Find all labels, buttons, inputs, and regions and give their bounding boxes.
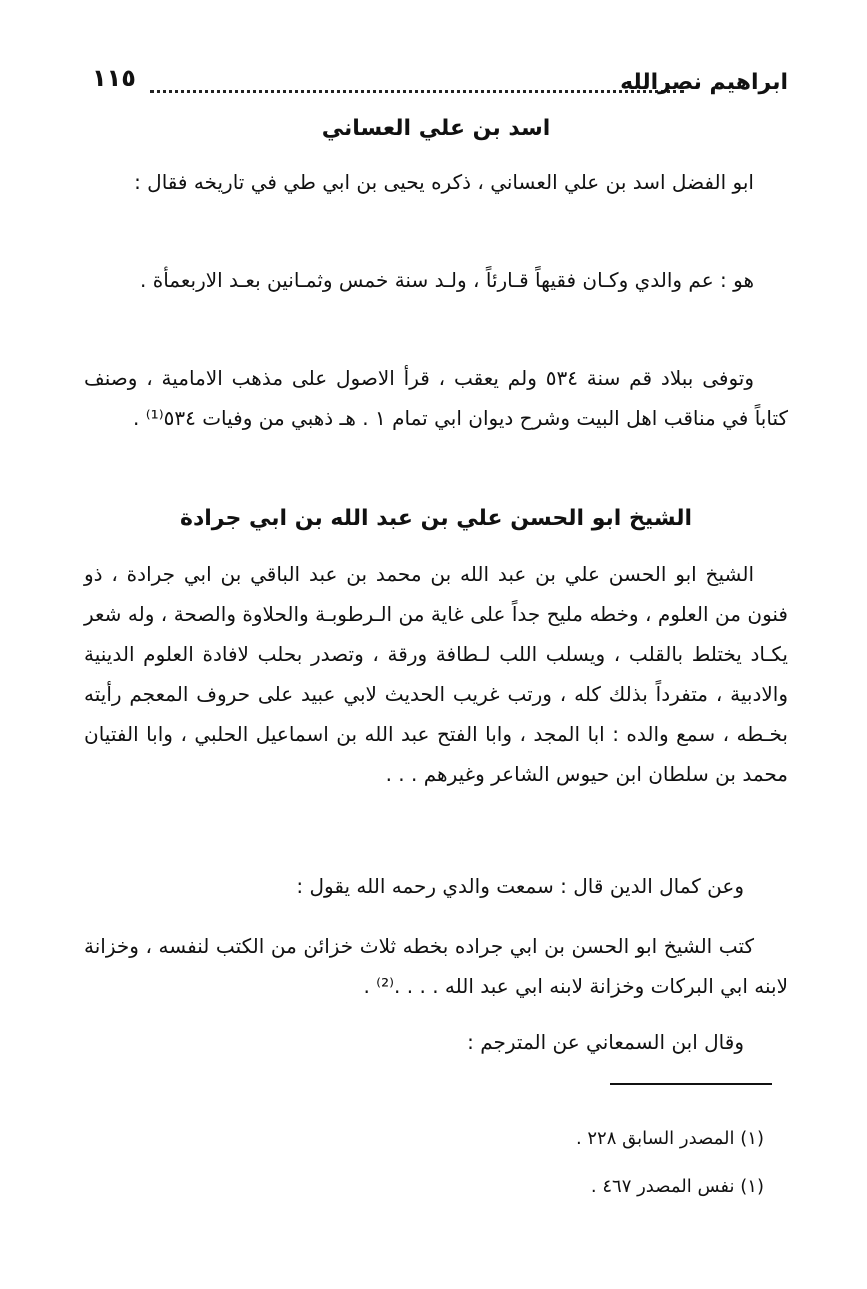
- footnote-1: (١) المصدر السابق ٢٢٨ .: [575, 1128, 764, 1149]
- paragraph-asad-intro: ابو الفضل اسد بن علي العساني ، ذكره يحيى بن ابي طي في تاريخه فقال :: [134, 170, 754, 194]
- running-header: [84, 64, 788, 108]
- leader-dots: [150, 90, 684, 93]
- paragraph-asad-death: وتوفى ببلاد قم سنة ٥٣٤ ولم يعقب ، قرأ الاصول على مذهب الامامية ، وصنف كتاباً في مناقب اهل البيت وشرح ديوان ابي تمام ١ . هـ ذهبي من وفيات ٥٣٤⁽¹⁾ .: [84, 366, 788, 430]
- running-header-title: ابراهيم نصرالله: [620, 70, 788, 95]
- footnote-separator: [610, 1083, 772, 1085]
- page-number: ١١٥: [92, 64, 136, 92]
- paragraph-ibn-al-samani: وقال ابن السمعاني عن المترجم :: [467, 1030, 744, 1054]
- paragraph-kamal-al-din: وعن كمال الدين قال : سمعت والدي رحمه الله يقول :: [296, 874, 744, 898]
- paragraph-asad-description: هو : عم والدي وكـان فقيهاً قـارئاً ، ولـد سنة خمس وثمـانين بعـد الاربعمأة .: [140, 268, 754, 292]
- paragraph-libraries: كتب الشيخ ابو الحسن بن ابي جراده بخطه ثلاث خزائن من الكتب لنفسه ، وخزانة لابنه ابي البركات وخزانة لابنه ابي عبد الله . . . .⁽²⁾ .: [84, 934, 788, 998]
- footnote-2: (١) نفس المصدر ٤٦٧ .: [590, 1176, 764, 1197]
- section-heading-asad: اسد بن علي العساني: [321, 116, 551, 141]
- section-heading-abu-al-hasan: الشيخ ابو الحسن علي بن عبد الله بن ابي جرادة: [179, 506, 693, 531]
- paragraph-abu-al-hasan-bio: الشيخ ابو الحسن علي بن عبد الله بن محمد بن عبد الباقي بن ابي جرادة ، ذو فنون من العلوم ، وخطه مليح جداً على غاية من الـرطوبـة والحلاوة والصحة ، وله شعر يكـاد يختلط بالقلب ، ويسلب اللب لـطافة ورقة ، وتصدر بحلب لافادة العلوم الدينية والادبية ، متفرداً بذلك كله ، ورتب غريب الحديث لابي عبيد على حروف المعجم رأيته بخـطه ، سمع والده : ابا المجد ، وابا الفتح عبد الله بن اسماعيل الحلبي ، وابا الفتيان محمد بن سلطان ابن حيوس الشاعر وغيرهم . . .: [84, 562, 788, 786]
